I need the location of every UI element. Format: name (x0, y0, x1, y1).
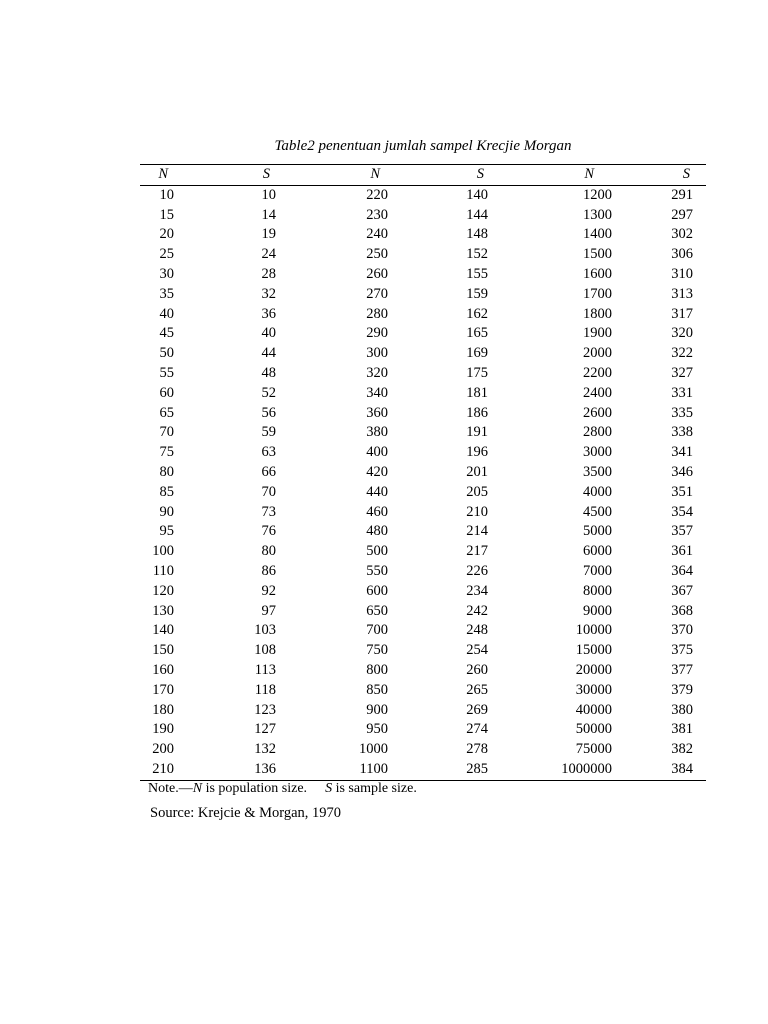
table-cell: 354 (671, 503, 693, 520)
table-row (140, 483, 706, 503)
table-cell: 384 (671, 760, 693, 777)
table-row (140, 285, 706, 305)
table-cell: 240 (366, 226, 388, 243)
table-cell: 320 (366, 364, 388, 381)
table-cell: 73 (261, 503, 276, 520)
table-cell: 144 (466, 206, 488, 223)
table-cell: 40000 (575, 701, 612, 718)
table-cell: 3500 (583, 463, 612, 480)
column-header: N (370, 166, 380, 182)
table-cell: 10 (261, 186, 276, 203)
table-cell: 60 (159, 384, 174, 401)
table-cell: 3000 (583, 444, 612, 461)
column-header: S (476, 166, 484, 182)
table-cell: 132 (254, 741, 276, 758)
table-cell: 950 (366, 721, 388, 738)
table-cell: 280 (366, 305, 388, 322)
table-cell: 20000 (575, 661, 612, 678)
table-cell: 160 (152, 661, 174, 678)
table-cell: 900 (366, 701, 388, 718)
table-cell: 1400 (583, 226, 612, 243)
table-cell: 2200 (583, 364, 612, 381)
table-cell: 226 (466, 562, 488, 579)
table-cell: 357 (671, 523, 693, 540)
table-cell: 205 (466, 483, 488, 500)
table-cell: 200 (152, 741, 174, 758)
table-cell: 8000 (583, 582, 612, 599)
table-cell: 341 (671, 444, 693, 461)
table-cell: 10000 (575, 622, 612, 639)
table-cell: 155 (466, 265, 488, 282)
table-row (140, 641, 706, 661)
table-cell: 368 (671, 602, 693, 619)
table-cell: 1900 (583, 325, 612, 342)
column-header: N (158, 166, 168, 182)
table-cell: 250 (366, 246, 388, 263)
table-cell: 210 (152, 760, 174, 777)
table-cell: 380 (366, 424, 388, 441)
table-cell: 75 (159, 444, 174, 461)
table-row (140, 384, 706, 404)
table-cell: 346 (671, 463, 693, 480)
table-cell: 297 (671, 206, 693, 223)
table-cell: 90 (159, 503, 174, 520)
table-cell: 14 (261, 206, 276, 223)
table-cell: 367 (671, 582, 693, 599)
table-cell: 20 (159, 226, 174, 243)
table-row (140, 562, 706, 582)
table-cell: 24 (261, 246, 276, 263)
table-cell: 113 (254, 661, 276, 678)
table-cell: 331 (671, 384, 693, 401)
table-cell: 170 (152, 681, 174, 698)
table-cell: 86 (261, 562, 276, 579)
table-cell: 2000 (583, 345, 612, 362)
table-source: Source: Krejcie & Morgan, 1970 (150, 805, 342, 821)
table-cell: 92 (261, 582, 276, 599)
table-cell: 130 (152, 602, 174, 619)
table-cell: 44 (261, 345, 276, 362)
table-cell: 302 (671, 226, 693, 243)
table-cell: 80 (159, 463, 174, 480)
table-row (140, 443, 706, 463)
table-cell: 550 (366, 562, 388, 579)
table-cell: 400 (366, 444, 388, 461)
table-cell: 4500 (583, 503, 612, 520)
table-cell: 1000 (359, 741, 388, 758)
table-cell: 65 (159, 404, 174, 421)
table-cell: 285 (466, 760, 488, 777)
table-title: Table2 penentuan jumlah sampel Krecjie Morgan (274, 138, 572, 154)
table-cell: 196 (466, 444, 488, 461)
table-cell: 1100 (359, 760, 388, 777)
table-cell: 30000 (575, 681, 612, 698)
table-cell: 234 (466, 582, 488, 599)
table-cell: 274 (466, 721, 488, 738)
table-cell: 2800 (583, 424, 612, 441)
table-cell: 317 (671, 305, 693, 322)
table-cell: 52 (261, 384, 276, 401)
table-row (140, 324, 706, 344)
table-cell: 377 (671, 661, 693, 678)
table-cell: 338 (671, 424, 693, 441)
table-cell: 75000 (575, 741, 612, 758)
table-cell: 80 (261, 543, 276, 560)
table-row (140, 404, 706, 424)
table-cell: 123 (254, 701, 276, 718)
table-cell: 306 (671, 246, 693, 263)
table-cell: 379 (671, 681, 693, 698)
table-row (140, 503, 706, 523)
table-cell: 186 (466, 404, 488, 421)
table-cell: 32 (261, 285, 276, 302)
table-cell: 97 (261, 602, 276, 619)
table-cell: 382 (671, 741, 693, 758)
table-cell: 25 (159, 246, 174, 263)
table-cell: 165 (466, 325, 488, 342)
table-cell: 440 (366, 483, 388, 500)
table-cell: 56 (261, 404, 276, 421)
table-cell: 220 (366, 186, 388, 203)
table-cell: 327 (671, 364, 693, 381)
table-cell: 364 (671, 562, 693, 579)
table-cell: 40 (159, 305, 174, 322)
table-cell: 48 (261, 364, 276, 381)
table-row (140, 364, 706, 384)
table-cell: 1800 (583, 305, 612, 322)
table-cell: 260 (466, 661, 488, 678)
table-cell: 370 (671, 622, 693, 639)
note-s-symbol: S (325, 781, 333, 796)
table-cell: 650 (366, 602, 388, 619)
table-cell: 269 (466, 701, 488, 718)
table-row (140, 740, 706, 760)
table-cell: 181 (466, 384, 488, 401)
table-cell: 148 (466, 226, 488, 243)
table-cell: 5000 (583, 523, 612, 540)
table-cell: 375 (671, 642, 693, 659)
table-row (140, 245, 706, 265)
table-cell: 150 (152, 642, 174, 659)
table-cell: 750 (366, 642, 388, 659)
table-cell: 118 (254, 681, 276, 698)
table-cell: 254 (466, 642, 488, 659)
table-row (140, 720, 706, 740)
table-cell: 480 (366, 523, 388, 540)
table-cell: 210 (466, 503, 488, 520)
table-row (140, 344, 706, 364)
table-cell: 270 (366, 285, 388, 302)
table-cell: 30 (159, 265, 174, 282)
table-cell: 59 (261, 424, 276, 441)
table-cell: 76 (261, 523, 276, 540)
table-cell: 4000 (583, 483, 612, 500)
table-cell: 95 (159, 523, 174, 540)
table-cell: 381 (671, 721, 693, 738)
table-cell: 310 (671, 265, 693, 282)
table-cell: 66 (261, 463, 276, 480)
table-cell: 2400 (583, 384, 612, 401)
table-cell: 201 (466, 463, 488, 480)
table-cell: 322 (671, 345, 693, 362)
table-cell: 120 (152, 582, 174, 599)
table-header-row (140, 165, 706, 185)
table-cell: 6000 (583, 543, 612, 560)
column-header: N (584, 166, 594, 182)
column-header: S (682, 166, 690, 182)
table-cell: 50 (159, 345, 174, 362)
table-cell: 180 (152, 701, 174, 718)
table-row (140, 602, 706, 622)
table-cell: 1700 (583, 285, 612, 302)
table-cell: 127 (254, 721, 276, 738)
table-row (140, 582, 706, 602)
table-cell: 190 (152, 721, 174, 738)
table-cell: 500 (366, 543, 388, 560)
table-row (140, 681, 706, 701)
table-cell: 230 (366, 206, 388, 223)
column-header: S (262, 166, 270, 182)
table-row (140, 206, 706, 226)
table-cell: 50000 (575, 721, 612, 738)
table-row (140, 621, 706, 641)
table-cell: 313 (671, 285, 693, 302)
table-cell: 360 (366, 404, 388, 421)
table-cell: 300 (366, 345, 388, 362)
table-row (140, 305, 706, 325)
table-cell: 7000 (583, 562, 612, 579)
table-cell: 36 (261, 305, 276, 322)
table-cell: 291 (671, 186, 693, 203)
table-cell: 19 (261, 226, 276, 243)
table-row (140, 522, 706, 542)
table-cell: 140 (466, 186, 488, 203)
table-cell: 35 (159, 285, 174, 302)
note-s-text: is sample size. (335, 781, 417, 796)
table-row (140, 186, 706, 206)
table-cell: 45 (159, 325, 174, 342)
table-row (140, 760, 706, 780)
table-row (140, 423, 706, 443)
sample-size-table (140, 164, 706, 781)
table-cell: 600 (366, 582, 388, 599)
table-cell: 63 (261, 444, 276, 461)
table-body (140, 186, 706, 780)
table-row (140, 661, 706, 681)
table-cell: 136 (254, 760, 276, 777)
table-cell: 335 (671, 404, 693, 421)
note-n-text: is population size. (205, 781, 308, 796)
note-prefix: Note.— (148, 781, 193, 796)
table-cell: 1500 (583, 246, 612, 263)
table-cell: 278 (466, 741, 488, 758)
table-cell: 85 (159, 483, 174, 500)
table-cell: 260 (366, 265, 388, 282)
table-row (140, 225, 706, 245)
table-cell: 159 (466, 285, 488, 302)
table-cell: 380 (671, 701, 693, 718)
table-cell: 420 (366, 463, 388, 480)
table-cell: 290 (366, 325, 388, 342)
table-cell: 217 (466, 543, 488, 560)
table-cell: 700 (366, 622, 388, 639)
table-cell: 1300 (583, 206, 612, 223)
table-cell: 9000 (583, 602, 612, 619)
table-cell: 351 (671, 483, 693, 500)
table-cell: 70 (261, 483, 276, 500)
table-cell: 15000 (575, 642, 612, 659)
note-n-symbol: N (192, 781, 203, 796)
table-row (140, 701, 706, 721)
table-cell: 214 (466, 523, 488, 540)
table-cell: 340 (366, 384, 388, 401)
table-cell: 55 (159, 364, 174, 381)
table-cell: 140 (152, 622, 174, 639)
table-cell: 103 (254, 622, 276, 639)
table-cell: 265 (466, 681, 488, 698)
table-cell: 460 (366, 503, 388, 520)
table-cell: 28 (261, 265, 276, 282)
table-cell: 40 (261, 325, 276, 342)
table-cell: 169 (466, 345, 488, 362)
table-note (148, 780, 417, 798)
table-cell: 1600 (583, 265, 612, 282)
table-row (140, 265, 706, 285)
table-cell: 1000000 (561, 760, 612, 777)
table-row (140, 463, 706, 483)
table-cell: 361 (671, 543, 693, 560)
table-cell: 242 (466, 602, 488, 619)
table-cell: 191 (466, 424, 488, 441)
table-cell: 2600 (583, 404, 612, 421)
table-cell: 110 (152, 562, 174, 579)
table-row (140, 542, 706, 562)
table-cell: 248 (466, 622, 488, 639)
table-cell: 1200 (583, 186, 612, 203)
table-cell: 70 (159, 424, 174, 441)
table-cell: 162 (466, 305, 488, 322)
table-cell: 320 (671, 325, 693, 342)
table-cell: 108 (254, 642, 276, 659)
table-cell: 152 (466, 246, 488, 263)
table-cell: 850 (366, 681, 388, 698)
table-cell: 175 (466, 364, 488, 381)
table-cell: 800 (366, 661, 388, 678)
table-cell: 10 (159, 186, 174, 203)
table-cell: 100 (152, 543, 174, 560)
table-cell: 15 (159, 206, 174, 223)
